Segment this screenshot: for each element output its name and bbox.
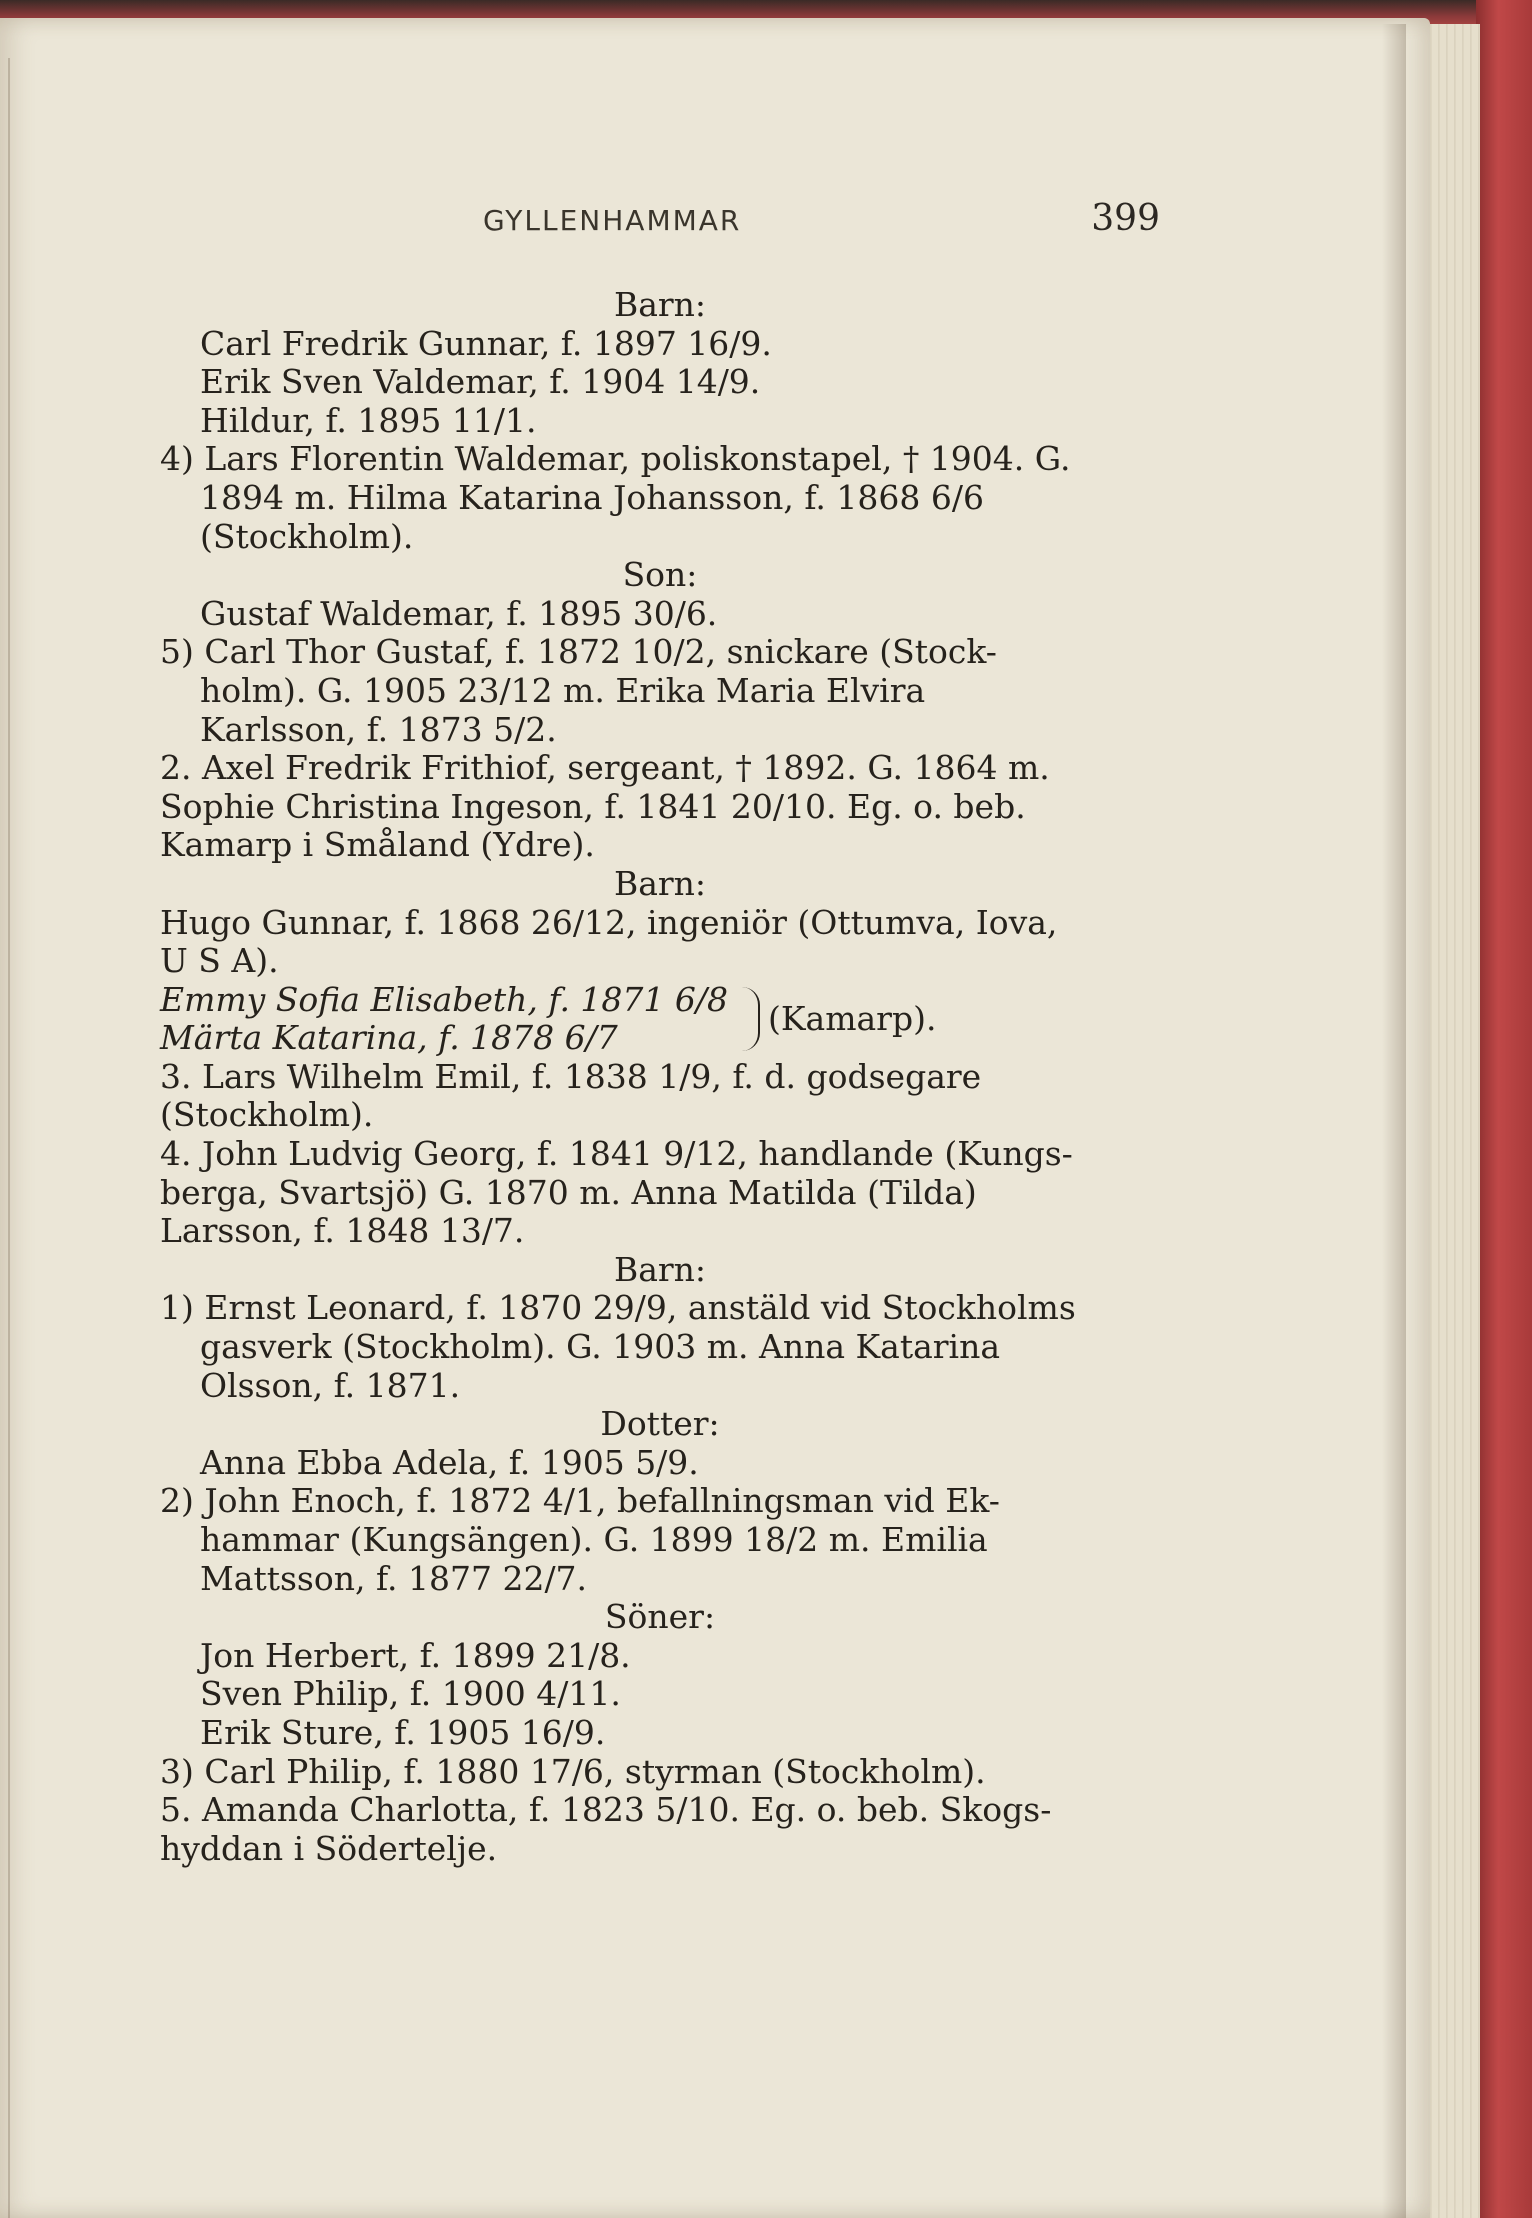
section-heading: Barn: — [613, 863, 707, 903]
text-line: 5. Amanda Charlotta, f. 1823 5/10. Eg. o. beb. Skogs- — [160, 1790, 1052, 1830]
text-line: (Stockholm). — [160, 1095, 374, 1135]
text-line: 3) Carl Philip, f. 1880 17/6, styrman (Stockholm). — [160, 1751, 986, 1791]
text-line: U S A). — [160, 941, 279, 981]
text-line: berga, Svartsjö) G. 1870 m. Anna Matilda (Tilda) — [160, 1172, 977, 1212]
text-line: Sophie Christina Ingeson, f. 1841 20/10. Eg. o. beb. — [160, 786, 1026, 826]
text-line: Carl Fredrik Gunnar, f. 1897 16/9. — [200, 323, 772, 363]
page-gutter-line — [8, 58, 10, 2218]
text-line: hammar (Kungsängen). G. 1899 18/2 m. Emilia — [200, 1520, 988, 1559]
text-line: hyddan i Södertelje. — [160, 1828, 498, 1868]
text-line: Olsson, f. 1871. — [200, 1365, 461, 1405]
text-line: 3. Lars Wilhelm Emil, f. 1838 1/9, f. d. godsegare — [160, 1056, 982, 1096]
text-line: Hugo Gunnar, f. 1868 26/12, ingeniör (Ottumva, Iova, — [160, 902, 1058, 942]
section-heading: Barn: — [613, 285, 707, 324]
text-line: Jon Herbert, f. 1899 21/8. — [200, 1635, 631, 1675]
text-line: 1894 m. Hilma Katarina Johansson, f. 1868 6/6 — [200, 477, 984, 517]
bracket-label: (Kamarp). — [768, 998, 937, 1038]
text-line: (Stockholm). — [200, 516, 414, 556]
text-line: Hildur, f. 1895 11/1. — [200, 400, 537, 440]
text-line: Sven Philip, f. 1900 4/11. — [200, 1674, 621, 1714]
text-line: Anna Ebba Adela, f. 1905 5/9. — [200, 1442, 699, 1482]
text-line: Erik Sture, f. 1905 16/9. — [200, 1712, 606, 1752]
section-heading: Söner: — [604, 1597, 716, 1637]
text-line: Erik Sven Valdemar, f. 1904 14/9. — [200, 362, 761, 402]
text-line: Larsson, f. 1848 13/7. — [160, 1211, 525, 1251]
text-line: Kamarp i Småland (Ydre). — [160, 825, 595, 865]
text-line: 2. Axel Fredrik Frithiof, sergeant, † 1892. G. 1864 m. — [160, 748, 1050, 788]
page-edge-shadow — [1382, 24, 1406, 2218]
page-number: 399 — [1091, 198, 1160, 239]
text-block-2 — [160, 1058, 1160, 1868]
text-line: holm). G. 1905 23/12 m. Erika Maria Elvira — [200, 670, 926, 710]
text-line: 2) John Enoch, f. 1872 4/1, befallningsman vid Ek- — [160, 1481, 1000, 1521]
page-header — [160, 198, 1160, 250]
section-heading: Barn: — [613, 1249, 707, 1289]
text-line: 4) Lars Florentin Waldemar, poliskonstapel, † 1904. G. — [160, 439, 1071, 479]
text-line: Mattsson, f. 1877 22/7. — [200, 1558, 588, 1598]
section-heading: Son: — [622, 555, 698, 595]
bracketed-entries — [160, 981, 1160, 1058]
text-line: 1) Ernst Leonard, f. 1870 29/9, anstäld vid Stockholms — [160, 1288, 1076, 1328]
section-heading: Dotter: — [600, 1404, 720, 1444]
text-line: 5) Carl Thor Gustaf, f. 1872 10/2, snickare (Stock- — [160, 632, 997, 672]
curly-brace — [740, 987, 760, 1051]
text-line: Gustaf Waldemar, f. 1895 30/6. — [200, 593, 718, 633]
text-line: gasverk (Stockholm). G. 1903 m. Anna Katarina — [200, 1327, 1001, 1367]
bracket-line-2: Märta Katarina, f. 1878 6/7 — [160, 1018, 618, 1058]
text-line: 4. John Ludvig Georg, f. 1841 9/12, handlande (Kungs- — [160, 1134, 1073, 1174]
text-block-1 — [160, 286, 1160, 981]
book-cover-right-edge — [1476, 0, 1532, 2218]
bracket-line-1: Emmy Sofia Elisabeth, f. 1871 6/8 — [160, 979, 729, 1019]
genealogy-text — [160, 286, 1160, 1868]
text-line: Karlsson, f. 1873 5/2. — [200, 709, 557, 749]
running-head: GYLLENHAMMAR — [483, 204, 742, 237]
